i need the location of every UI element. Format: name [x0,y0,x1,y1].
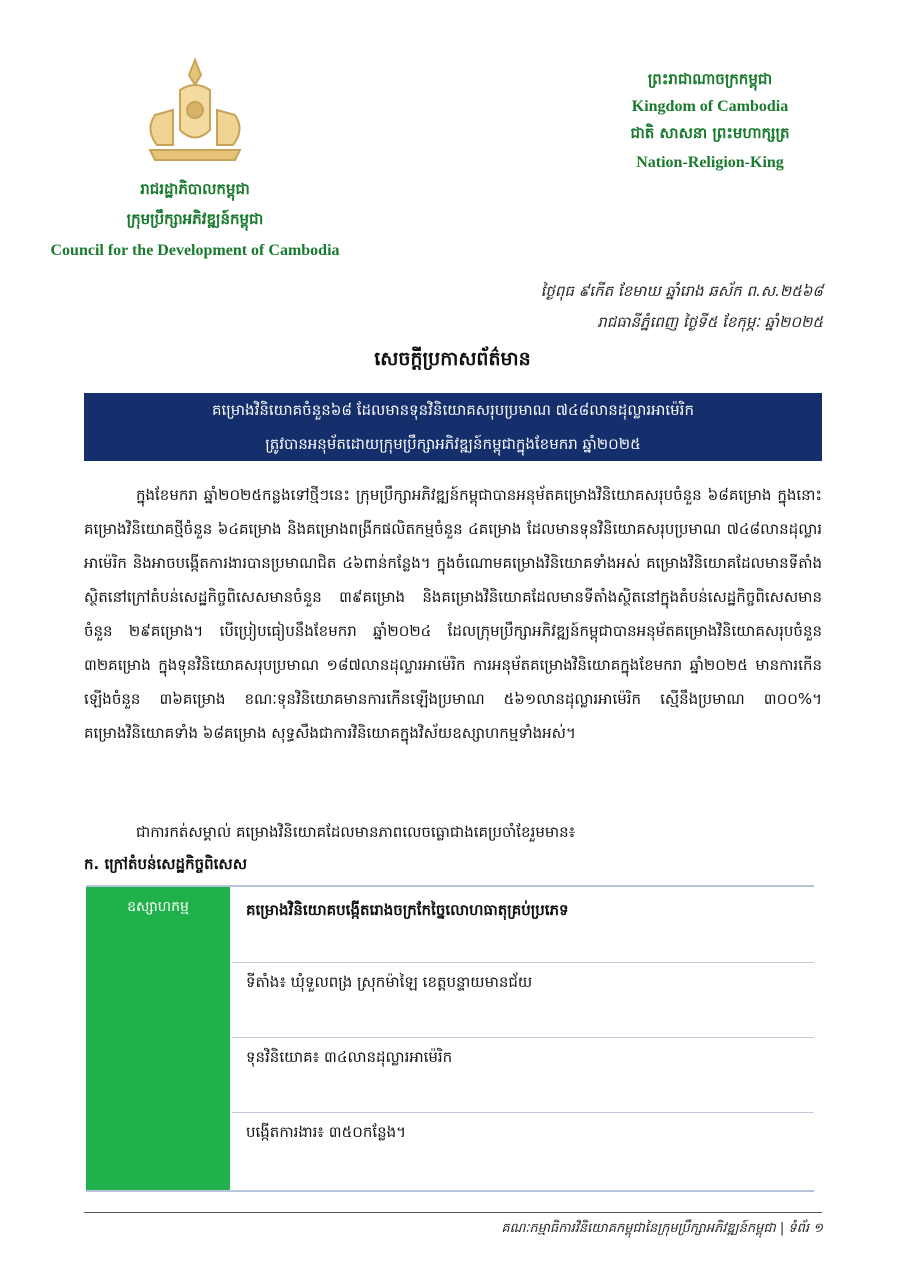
lunar-date: ថ្ងៃពុធ ៩កើត ខែមាឃ ឆ្នាំរោង ឆស័ក ព.ស.២៥៦៨ [540,282,823,300]
motto-english: Nation-Religion-King [636,154,784,171]
footer-divider [84,1212,822,1213]
org-name-english: Council for the Development of Cambodia [50,242,340,259]
headline-line2: ត្រូវបានអនុម័តដោយក្រុមប្រឹក្សាអភិវឌ្ឍន៍កម្ពុជាក្នុងខែមករា ឆ្នាំ២០២៥ [265,435,641,453]
sector-label: ឧស្សាហកម្ម [127,899,189,915]
project-table [86,885,814,1192]
project-capital: ទុនវិនិយោគ៖ ៣៤លានដុល្លារអាម៉េរិក [232,1038,814,1113]
notes [84,816,822,880]
project-name: គម្រោងវិនិយោគបង្កើតរោងចក្រកែច្នៃលោហធាតុគ្រប់ប្រភេទ [232,887,814,963]
kingdom-english: Kingdom of Cambodia [631,98,789,115]
headline-banner [84,393,822,461]
solar-date: រាជធានីភ្នំពេញ ថ្ងៃទី៥ ខែកុម្ភៈ ឆ្នាំ២០២៥ [597,313,823,331]
page-footer: គណៈកម្មាធិការវិនិយោគកម្ពុជានៃក្រុមប្រឹក្សាអភិវឌ្ឍន៍កម្ពុជា | ទំព័រ ១ [501,1221,823,1236]
body-paragraph [84,478,822,750]
section-heading: ក. ក្រៅតំបន់សេដ្ឋកិច្ចពិសេស [84,855,247,873]
project-location: ទីតាំង៖ ឃុំទួលពង្រ ស្រុកម៉ាឡៃ ខេត្តបន្ទាយមានជ័យ [232,963,814,1038]
body-text: ក្នុងខែមករា ឆ្នាំ២០២៥កន្លងទៅថ្មីៗនេះ ក្រុមប្រឹក្សាអភិវឌ្ឍន៍កម្ពុជាបានអនុម័តគម្រោងវិនិយោគសរុបចំនួន ៦៨គម្រោង ក្នុងនោះគម្រោងវិនិយោគថ្មីចំនួន ៦៤គម្រោង និងគម្រោងពង្រីកផលិតកម្មចំនួន ៤គម្រោង ដែលមានទុនវិនិយោគសរុបប្រមាណ ៧៤៨លានដុល្លារអាម៉េរិក និងអាចបង្កើតការងារបានប្រមាណជិត ៤៦ពាន់កន្លែង។ ក្នុងចំណោមគម្រោងវិនិយោគទាំងអស់ គម្រោងវិនិយោគដែលមានទីតាំងស្ថិតនៅក្រៅតំបន់សេដ្ឋកិច្ចពិសេសមានចំនួន ៣៩គម្រោង និងគម្រោងវិនិយោគដែលមានទីតាំងស្ថិតនៅក្នុងតំបន់សេដ្ឋកិច្ចពិសេសមានចំនួន ២៩គម្រោង។ បើប្រៀបធៀបនឹងខែមករា ឆ្នាំ២០២៤ ដែលក្រុមប្រឹក្សាអភិវឌ្ឍន៍កម្ពុជាបានអនុម័តគម្រោងវិនិយោគសរុបចំនួន ៣២គម្រោង ក្នុងទុនវិនិយោគសរុបប្រមាណ ១៨៧លានដុល្លារអាម៉េរិក ការអនុម័តគម្រោងវិនិយោគក្នុងខែមករា ឆ្នាំ២០២៥ មានការកើនឡើងចំនួន ៣៦គម្រោង ខណៈទុនវិនិយោគមានការកើនឡើងប្រមាណ ៥៦១លានដុល្លារអាម៉េរិក ស្មើនឹងប្រមាណ ៣០០%។ គម្រោងវិនិយោគទាំង ៦៨គម្រោង សុទ្ធសឹងជាការវិនិយោគក្នុងវិស័យឧស្សាហកម្មទាំងអស់។ [84,486,822,742]
headline-line1: គម្រោងវិនិយោគចំនួន៦៨ ដែលមានទុនវិនិយោគសរុបប្រមាណ ៧៤៨លានដុល្លារអាម៉េរិក [212,401,694,419]
kingdom-khmer: ព្រះរាជាណាចក្រកម្ពុជា [647,70,773,88]
note-intro: ជាការកត់សម្គាល់ គម្រោងវិនិយោគដែលមានភាពលេចធ្លោជាងគេប្រចាំខែរួមមាន៖ [136,823,576,841]
press-release-title: សេចក្ដីប្រកាសព័ត៌មាន [374,348,531,370]
project-jobs: បង្កើតការងារ៖ ៣៥០កន្លែង។ [246,1123,407,1141]
motto-khmer: ជាតិ សាសនា ព្រះមហាក្សត្រ [630,124,790,142]
org-name-khmer-line1: រាជរដ្ឋាភិបាលកម្ពុជា [140,180,250,198]
sector-cell [86,887,230,1190]
org-name-khmer-line2: ក្រុមប្រឹក្សាអភិវឌ្ឍន៍កម្ពុជា [126,210,264,228]
royal-emblem-icon [135,55,255,165]
